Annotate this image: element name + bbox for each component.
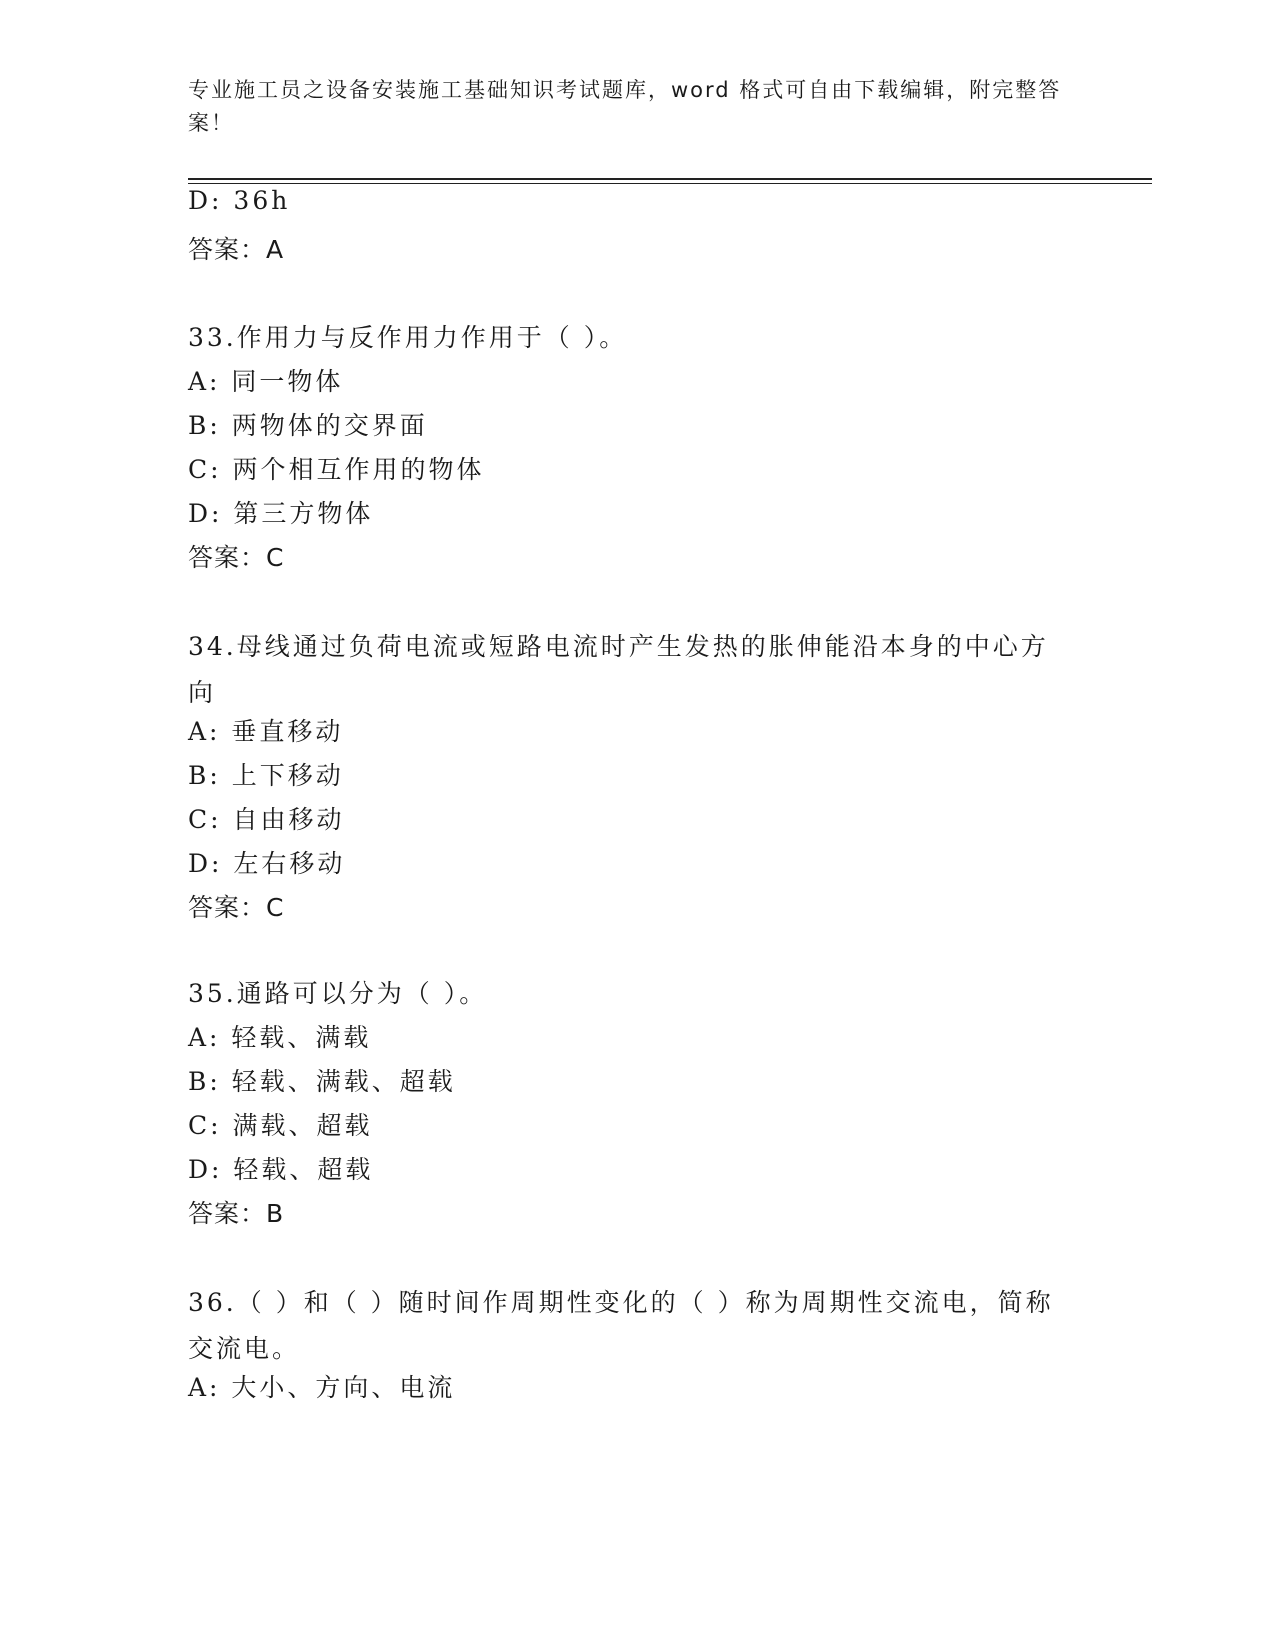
question-35-option-d: D: 轻载、超载	[188, 1155, 374, 1184]
question-34-answer: 答案：C	[188, 893, 285, 922]
question-35-option-a: A: 轻载、满载	[188, 1023, 372, 1052]
header-divider-thin	[188, 183, 1152, 184]
question-35-stem: 35.通路可以分为（ ）。	[188, 979, 488, 1008]
question-34-option-d: D: 左右移动	[188, 849, 346, 878]
question-34-option-c: C: 自由移动	[188, 805, 345, 834]
question-34-option-b: B: 上下移动	[188, 761, 344, 790]
question-36-option-a: A: 大小、方向、电流	[188, 1373, 456, 1402]
prev-answer: 答案：A	[188, 235, 285, 264]
document-header: 专业施工员之设备安装施工基础知识考试题库，word 格式可自由下载编辑，附完整答案！	[188, 78, 1062, 135]
question-33-answer: 答案：C	[188, 543, 285, 572]
question-35-option-c: C: 满载、超载	[188, 1111, 373, 1140]
question-33-option-c: C: 两个相互作用的物体	[188, 455, 485, 484]
question-34-stem: 34.母线通过负荷电流或短路电流时产生发热的胀伸能沿本身的中心方向	[188, 632, 1049, 707]
question-35-answer: 答案：B	[188, 1199, 285, 1228]
question-35-option-b: B: 轻载、满载、超载	[188, 1067, 456, 1096]
question-34-option-a: A: 垂直移动	[188, 717, 344, 746]
question-33-option-d: D: 第三方物体	[188, 499, 374, 528]
header-divider	[188, 178, 1152, 180]
question-33-stem: 33.作用力与反作用力作用于（ ）。	[188, 323, 628, 352]
question-36-stem: 36.（ ）和（ ）随时间作周期性变化的（ ）称为周期性交流电，简称交流电。	[188, 1288, 1054, 1363]
prev-option-d: D: 36h	[188, 186, 291, 215]
question-33-option-a: A: 同一物体	[188, 367, 344, 396]
question-33-option-b: B: 两物体的交界面	[188, 411, 428, 440]
